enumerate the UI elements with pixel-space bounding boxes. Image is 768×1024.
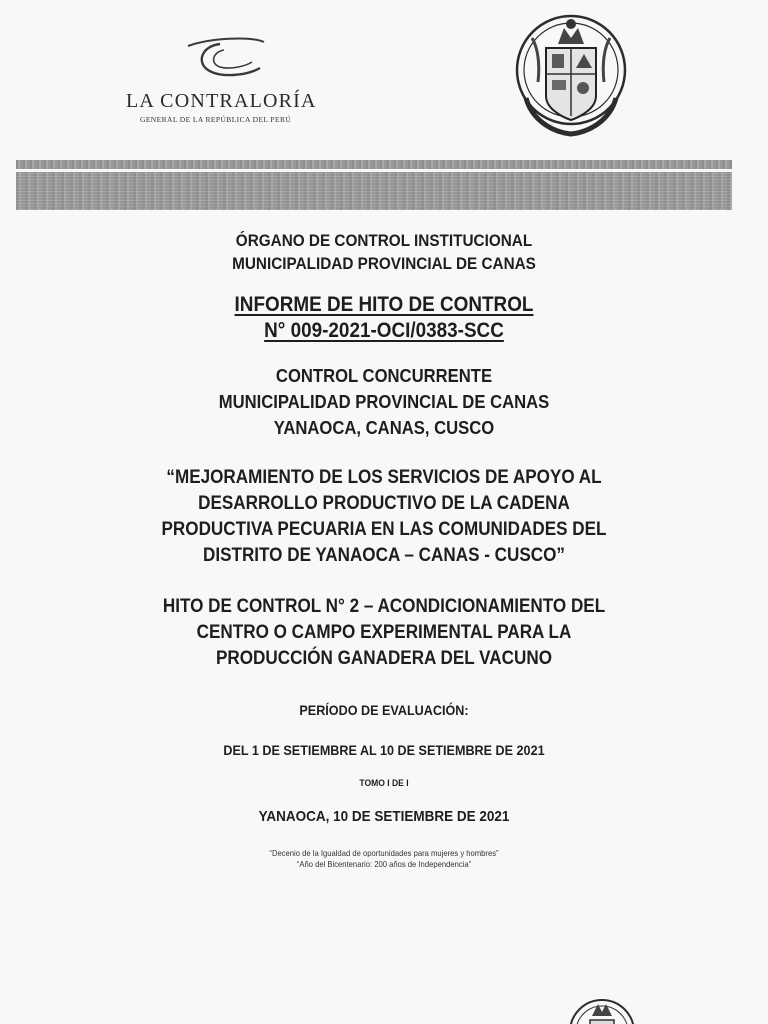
place-date: YANAOCA, 10 DE SETIEMBRE DE 2021 [258,808,510,825]
period-range: DEL 1 DE SETIEMBRE AL 10 DE SETIEMBRE DE 2021 [223,742,545,758]
bottom-crest-icon [562,996,642,1024]
milestone-line: HITO DE CONTROL N° 2 – ACONDICIONAMIENTO DEL [162,596,606,617]
project-line: PRODUCTIVA PECUARIA EN LAS COMUNIDADES DEL [161,519,607,540]
organ-line-2: MUNICIPALIDAD PROVINCIAL DE CANAS [232,254,536,273]
institution-name: LA CONTRALORÍA [126,90,317,112]
report-number: N° 009-2021-OCI/0383-SCC [264,319,504,342]
project-line: DESARROLLO PRODUCTIVO DE LA CADENA [198,493,570,514]
milestone-heading [74,594,693,672]
bottom-crest [562,996,642,1024]
institution-subtitle: GENERAL DE LA REPÚBLICA DEL PERÚ [140,115,292,124]
milestone-line: CENTRO O CAMPO EXPERIMENTAL PARA LA [196,622,572,643]
footer-quotes [74,848,693,870]
organ-line-1: ÓRGANO DE CONTROL INSTITUCIONAL [235,231,533,250]
milestone-line: PRODUCCIÓN GANADERA DEL VACUNO [215,648,553,669]
contraloria-logo [110,36,330,126]
project-line: DISTRITO DE YANAOCA – CANAS - CUSCO” [202,545,565,566]
decade-quote: “Decenio de la Igualdad de oportunidades para mujeres y hombres” [269,848,499,858]
control-block [74,363,693,441]
contraloria-swirl-icon [180,36,270,84]
municipal-crest-icon [512,8,630,144]
year-quote: “Año del Bicentenario: 200 años de Independencia” [296,859,472,869]
period-label: PERÍODO DE EVALUACIÓN: [299,702,469,718]
project-line: “MEJORAMIENTO DE LOS SERVICIOS DE APOYO AL [166,467,602,488]
header-rule-thick [16,172,732,210]
project-name [74,465,693,569]
report-title [74,292,693,344]
report-title-text: INFORME DE HITO DE CONTROL [234,293,534,316]
organ-heading [74,229,693,275]
control-location: YANAOCA, CANAS, CUSCO [273,417,495,438]
volume-label: TOMO I DE I [359,778,409,789]
control-entity: MUNICIPALIDAD PROVINCIAL DE CANAS [218,391,550,412]
header-rule-thin [16,160,732,169]
control-type: CONTROL CONCURRENTE [275,365,493,386]
